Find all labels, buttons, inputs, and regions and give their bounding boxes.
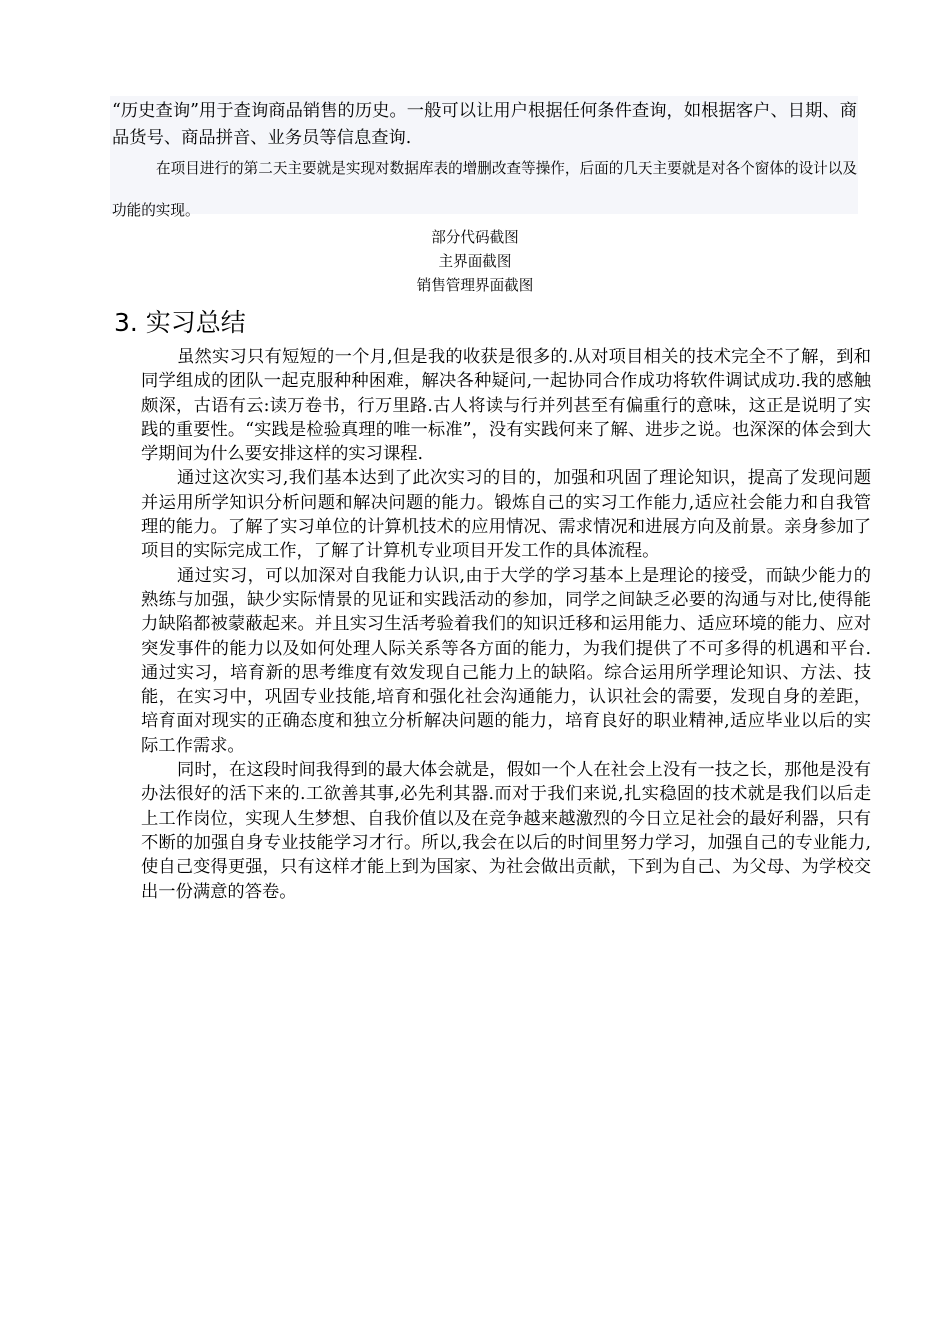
section-heading: 3. 实习总结 <box>114 308 246 337</box>
summary-body <box>141 345 871 904</box>
summary-paragraph: 同时，在这段时间我得到的最大体会就是，假如一个人在社会上没有一技之长，那他是没有办法很好的活下来的.工欲善其事,必先利其器.而对于我们来说,扎实稳固的技术就是我们以后走上工作岗位，实现人生梦想、自我价值以及在竞争越来越激烈的今日立足社会的最好利器，只有不断的加强自身专业技能学习才行。所以,我会在以后的时间里努力学习，加强自己的专业能力,使自己变得更强，只有这样才能上到为国家、为社会做出贡献，下到为自己、为父母、为学校交出一份满意的答卷。 <box>141 760 871 902</box>
caption-sales-ui-screenshot: 销售管理界面截图 <box>416 277 534 294</box>
caption-main-ui-screenshot: 主界面截图 <box>438 253 512 270</box>
caption-code-screenshot: 部分代码截图 <box>431 229 519 246</box>
summary-paragraph: 通过这次实习,我们基本达到了此次实习的目的，加强和巩固了理论知识，提高了发现问题并运用所学知识分析问题和解决问题的能力。锻炼自己的实习工作能力,适应社会能力和自我管理的能力。了解了实习单位的计算机技术的应用情况、需求情况和进展方向及前景。亲身参加了项目的实际完成工作，了解了计算机专业项目开发工作的具体流程。 <box>141 468 871 562</box>
summary-paragraph: 通过实习，可以加深对自我能力认识,由于大学的学习基本上是理论的接受，而缺少能力的熟练与加强，缺少实际情景的见证和实践活动的参加，同学之间缺乏必要的沟通与对比,使得能力缺陷都被蒙蔽起来。并且实习生活考验着我们的知识迁移和运用能力、适应环境的能力、应对突发事件的能力以及如何处理人际关系等各方面的能力，为我们提供了不可多得的机遇和平台.通过实习，培育新的思考维度有效发现自己能力上的缺陷。综合运用所学理论知识、方法、技能，在实习中，巩固专业技能,培育和强化社会沟通能力，认识社会的需要，发现自身的差距，培育面对现实的正确态度和独立分析解决问题的能力，培育良好的职业精神,适应毕业以后的实际工作需求。 <box>141 565 871 756</box>
history-query-paragraph: “历史查询”用于查询商品销售的历史。一般可以让用户根据任何条件查询，如根据客户、日期、商品货号、商品拼音、业务员等信息查询. <box>112 101 857 148</box>
summary-paragraph: 虽然实习只有短短的一个月,但是我的收获是很多的.从对项目相关的技术完全不了解，到和同学组成的团队一起克服种种困难，解决各种疑问,一起协同合作成功将软件调试成功.我的感触颇深，古语有云:读万卷书，行万里路.古人将读与行并列甚至有偏重行的意味，这正是说明了实践的重要性。“实践是检验真理的唯一标准”，没有实践何来了解、进步之说。也深深的体会到大学期间为什么要安排这样的实习课程. <box>141 347 871 465</box>
project-progress-paragraph: 在项目进行的第二天主要就是实现对数据库表的增删改查等操作，后面的几天主要就是对各个窗体的设计以及功能的实现。 <box>112 160 857 219</box>
